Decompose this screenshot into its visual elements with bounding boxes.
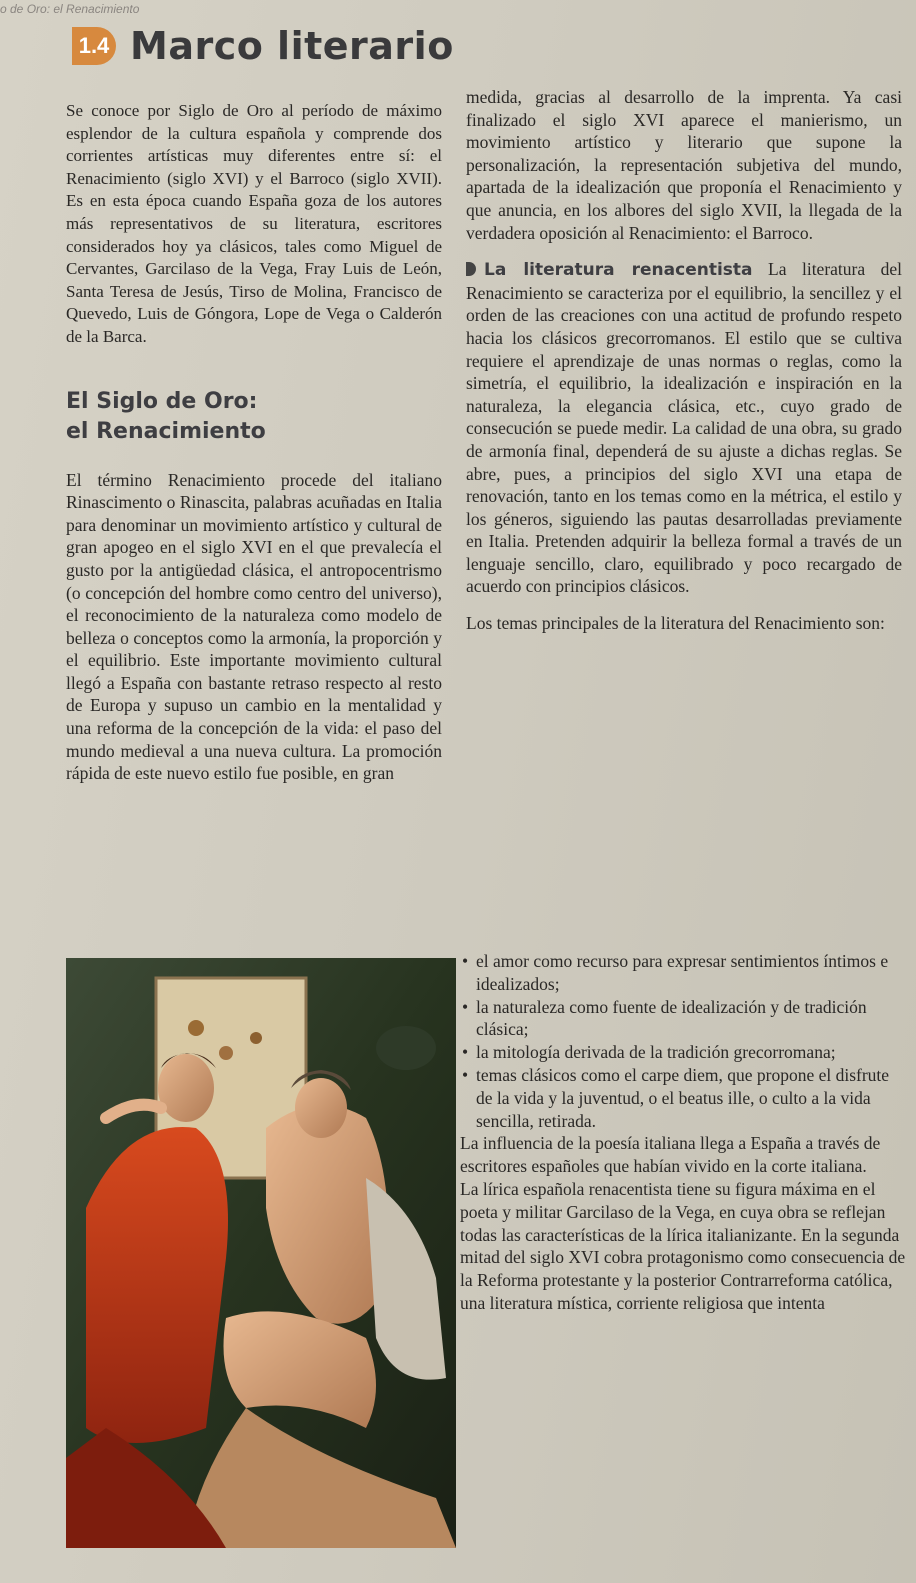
subheading-line-1: El Siglo de Oro: [66,388,258,414]
section-bullet-icon [466,262,476,276]
renacimiento-paragraph: El término Renacimiento procede del italiano Rinascimento o Rinascita, palabras acuñadas en Italia para denominar un movimiento artístico y cultural de gran apogeo en el siglo XVI en el que prevalecía el gusto por la antigüedad clásica, el antropocentrismo (o concepción del hombre como centro del universo), el reconocimiento de la naturaleza como modelo de belleza o conceptos como la armonía, la proporción y el equilibrio. Este importante movimiento cultural llegó a España con bastante retraso respecto al resto de Europa y supuso un cambio en la mentalidad y una reforma de la concepción de la vida: el paso del mundo medieval a una nueva cultura. La promoción rápida de este nuevo estilo fue posible, en gran [66,469,442,784]
section-number-badge: 1.4 [72,27,116,65]
subheading-line-2: el Renacimiento [66,418,266,444]
literatura-paragraph [466,258,902,598]
right-column [466,86,902,635]
page-title: Marco literario [130,24,454,68]
list-item: • la naturaleza como fuente de idealización y de tradición clásica; [460,996,906,1042]
intro-paragraph: Se conoce por Siglo de Oro al período de máximo esplendor de la cultura española y comprende dos corrientes artísticas muy diferentes entre sí: el Renacimiento (siglo XVI) y el Barroco (siglo XVII). Es en esta época cuando España goza de los autores más representativos de su literatura, escritores considerados hoy ya clásicos, tales como Miguel de Cervantes, Garcilaso de la Vega, Fray Luis de León, Santa Teresa de Jesús, Tirso de Molina, Francisco de Quevedo, Luis de Góngora, Lope de Vega o Calderón de la Barca. [66,101,442,346]
manierismo-paragraph: medida, gracias al desarrollo de la imprenta. Ya casi finalizado el siglo XVI aparece el manierismo, un movimiento artístico y literario que supone la personalización, la representación subjetiva del mundo, apartada de la idealización que proponía el Renacimiento y que anuncia, en los albores del siglo XVII, la llegada de la verdadera oposición al Renacimiento: el Barroco. [466,87,902,243]
list-item: • el amor como recurso para expresar sentimientos íntimos e idealizados; [460,950,906,996]
subheading [66,387,442,447]
inline-heading: La literatura renacentista [484,260,753,281]
list-item: • la mitología derivada de la tradición grecorromana; [460,1041,906,1064]
list-item: • temas clásicos como el carpe diem, que propone el disfrute de la vida y la juventud, o el beatus ille, o culto a la vida sencilla, retirada. [460,1064,906,1132]
painting-illustration [66,958,456,1548]
left-column [66,100,442,785]
themes-intro: Los temas principales de la literatura del Renacimiento son: [466,613,885,634]
influence-paragraph: La influencia de la poesía italiana llega a España a través de escritores españoles que habían vivido en la corte italiana. [460,1133,881,1177]
running-head: o de Oro: el Renacimiento [0,2,140,16]
literatura-text: La literatura del Renacimiento se caracteriza por el equilibrio, la sencillez y el orden de las creaciones con una actitud de profundo respeto hacia los clásicos grecorromanos. El estilo que se cultiva requiere el aprendizaje de unas normas o reglas, como la simetría, el equilibrio, la idealización e inspiración en la naturaleza, la elegancia clásica, etc., cuyo grado de consecución se puede medir. La calidad de una obra, su grado de armonía final, dependerá de su ajuste a dichas reglas. Se abre, pues, a principios del siglo XVI una etapa de renovación, tanto en los temas como en la métrica, el estilo y los géneros, siguiendo las pautas desarrolladas previamente en Italia. Pretenden adquirir la belleza formal a través de un lenguaje sencillo, claro, equilibrado y poco recargado de acuerdo con principios clásicos. [466,259,903,597]
themes-list [460,950,906,1132]
lower-right-text [460,950,906,1315]
lirica-paragraph: La lírica española renacentista tiene su figura máxima en el poeta y militar Garcilaso de la Vega, en cuya obra se reflejan todas las características de la lírica italianizante. En la segunda mitad del siglo XVI cobra protagonismo como consecuencia de la Reforma protestante y la posterior Contrarreforma católica, una literatura mística, corriente religiosa que intenta [460,1178,906,1313]
section-header [72,24,454,68]
renaissance-painting [66,958,456,1548]
